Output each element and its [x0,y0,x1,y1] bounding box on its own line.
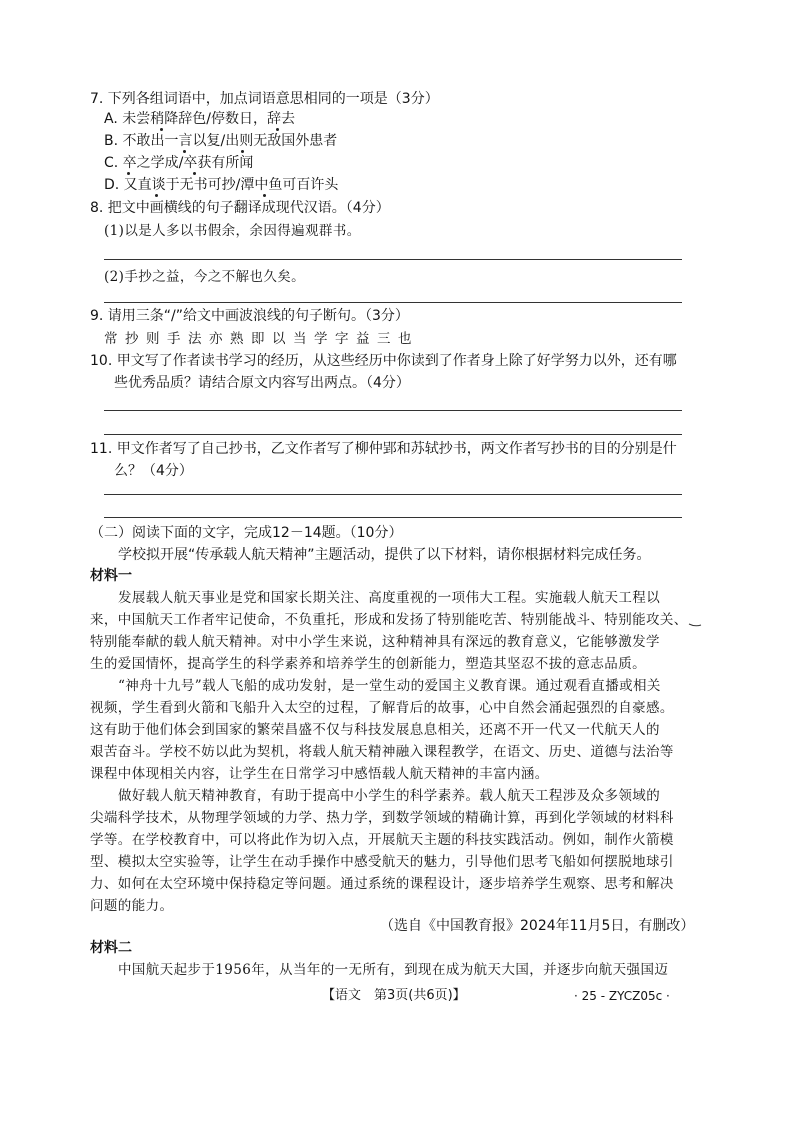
q7-option-d: D. 又直谈于无书可抄/潭中鱼可百许头 [104,177,339,193]
material-1-source: （选自《中国教育报》2024年11月5日，有删改） [380,918,695,934]
material-1-text: 生的爱国情怀，提高学生的科学素养和培养学生的创新能力，塑造其坚忍不拔的意志品质。 [90,656,646,672]
material-1-text: 来，中国航天工作者牢记使命，不负重托，形成和发扬了特别能吃苦、特别能战斗、特别能攻关、 [90,612,688,628]
emphasis-dot [241,150,244,153]
section-intro: 学校拟开展“传承载人航天精神”主题活动，提供了以下材料，请你根据材料完成任务。 [118,547,651,563]
material-1-text: 特别能奉献的载人航天精神。对中小学生来说，这种精神具有深远的教育意义，它能够激发学 [90,634,660,650]
material-2-label: 材料二 [90,940,132,956]
q7-option-c: C. 卒之学成/卒获有所闻 [104,155,254,171]
q10-stem-line2: 些优秀品质？请结合原文内容写出两点。（4分） [114,375,410,391]
emphasis-dot [193,172,196,175]
q11-stem-line1: 11. 甲文作者写了自己抄书，乙文作者写了柳仲郢和苏轼抄书，两文作者写抄书的目的分别是什 [90,441,677,457]
material-1-text: 型、模拟太空实验等，让学生在动手操作中感受航天的魅力，引导他们思考飞船如何摆脱地球引 [90,854,674,870]
material-1-text: 这有助于他们体会到国家的繁荣昌盛不仅与科技发展息息相关，还离不开一代又一代航天人的 [90,722,660,738]
section-heading: （二）阅读下面的文字，完成12－14题。（10分） [90,525,403,541]
material-1-text: 课程中体现相关内容，让学生在日常学习中感悟载人航天精神的丰富内涵。 [90,766,549,782]
material-1-text: 视频，学生看到火箭和飞船升入太空的过程，了解背后的故事，心中自然会涌起强烈的自豪感。 [90,700,674,716]
material-1-label: 材料一 [90,568,132,584]
q7-stem: 7. 下列各组词语中，加点词语意思相同的一项是（3分） [90,91,439,107]
material-1-text: 力、如何在太空环境中保持稳定等问题。通过系统的课程设计，逐步培养学生观察、思考和解决 [90,876,674,892]
q8-stem: 8. 把文中画横线的句子翻译成现代汉语。（4分） [90,200,390,216]
material-2-text: 中国航天起步于1956年，从当年的一无所有，到现在成为航天大国，并逐步向航天强国迈 [118,962,669,978]
q11-stem-line2: 么？（4分） [114,463,193,479]
answer-line [104,494,682,495]
material-1-text: 尖端科学技术，从物理学领域的力学、热力学，到数学领域的精确计算，再到化学领域的材料科 [90,810,674,826]
material-1-text: 艰苦奋斗。学校不妨以此为契机，将载人航天精神融入课程教学，在语文、历史、道德与法治等 [90,744,674,760]
q8-sentence-2: (2)手抄之益，今之不解也久矣。 [104,269,306,285]
emphasis-dot [183,150,186,153]
answer-line [104,434,682,435]
answer-line [104,517,682,518]
emphasis-dot [276,128,279,131]
q10-stem-line1: 10. 甲文写了作者读书学习的经历，从这些经历中你读到了作者身上除了好学努力以外，还有哪 [90,353,677,369]
emphasis-dot [155,194,158,197]
emphasis-dot [160,128,163,131]
answer-line [104,259,682,260]
pen-mark-icon [688,622,702,628]
q7-option-a: A. 未尝稍降辞色/停数日，辞去 [104,111,295,127]
answer-line [104,410,682,411]
emphasis-dot [263,194,266,197]
emphasis-dot [127,172,130,175]
q7-option-b: B. 不敢出一言以复/出则无敌国外患者 [104,133,338,149]
material-1-text: 做好载人航天精神教育，有助于提高中小学生的科学素养。载人航天工程涉及众多领域的 [118,788,661,804]
q9-stem: 9. 请用三条“/”给文中画波浪线的句子断句。（3分） [90,308,409,324]
material-1-text: 问题的能力。 [90,898,174,914]
material-1-text: “神舟十九号”载人飞船的成功发射，是一堂生动的爱国主义教育课。通过观看直播或相关 [118,678,661,694]
material-1-text: 学等。在学校教育中，可以将此作为切入点，开展航天主题的科技实践活动。例如，制作火箭模 [90,832,674,848]
q9-sentence: 常抄则手法亦熟即以当学字益三也 [104,331,419,347]
material-1-text: 发展载人航天事业是党和国家长期关注、高度重视的一项伟大工程。实施载人航天工程以 [118,590,661,606]
exam-code: · 25 - ZYCZ05c · [574,989,670,1003]
page-number: 【语文 第3页(共6页)】 [322,988,466,1003]
answer-line [104,302,682,303]
q8-sentence-1: (1)以是人多以书假余，余因得遍观群书。 [104,223,361,239]
